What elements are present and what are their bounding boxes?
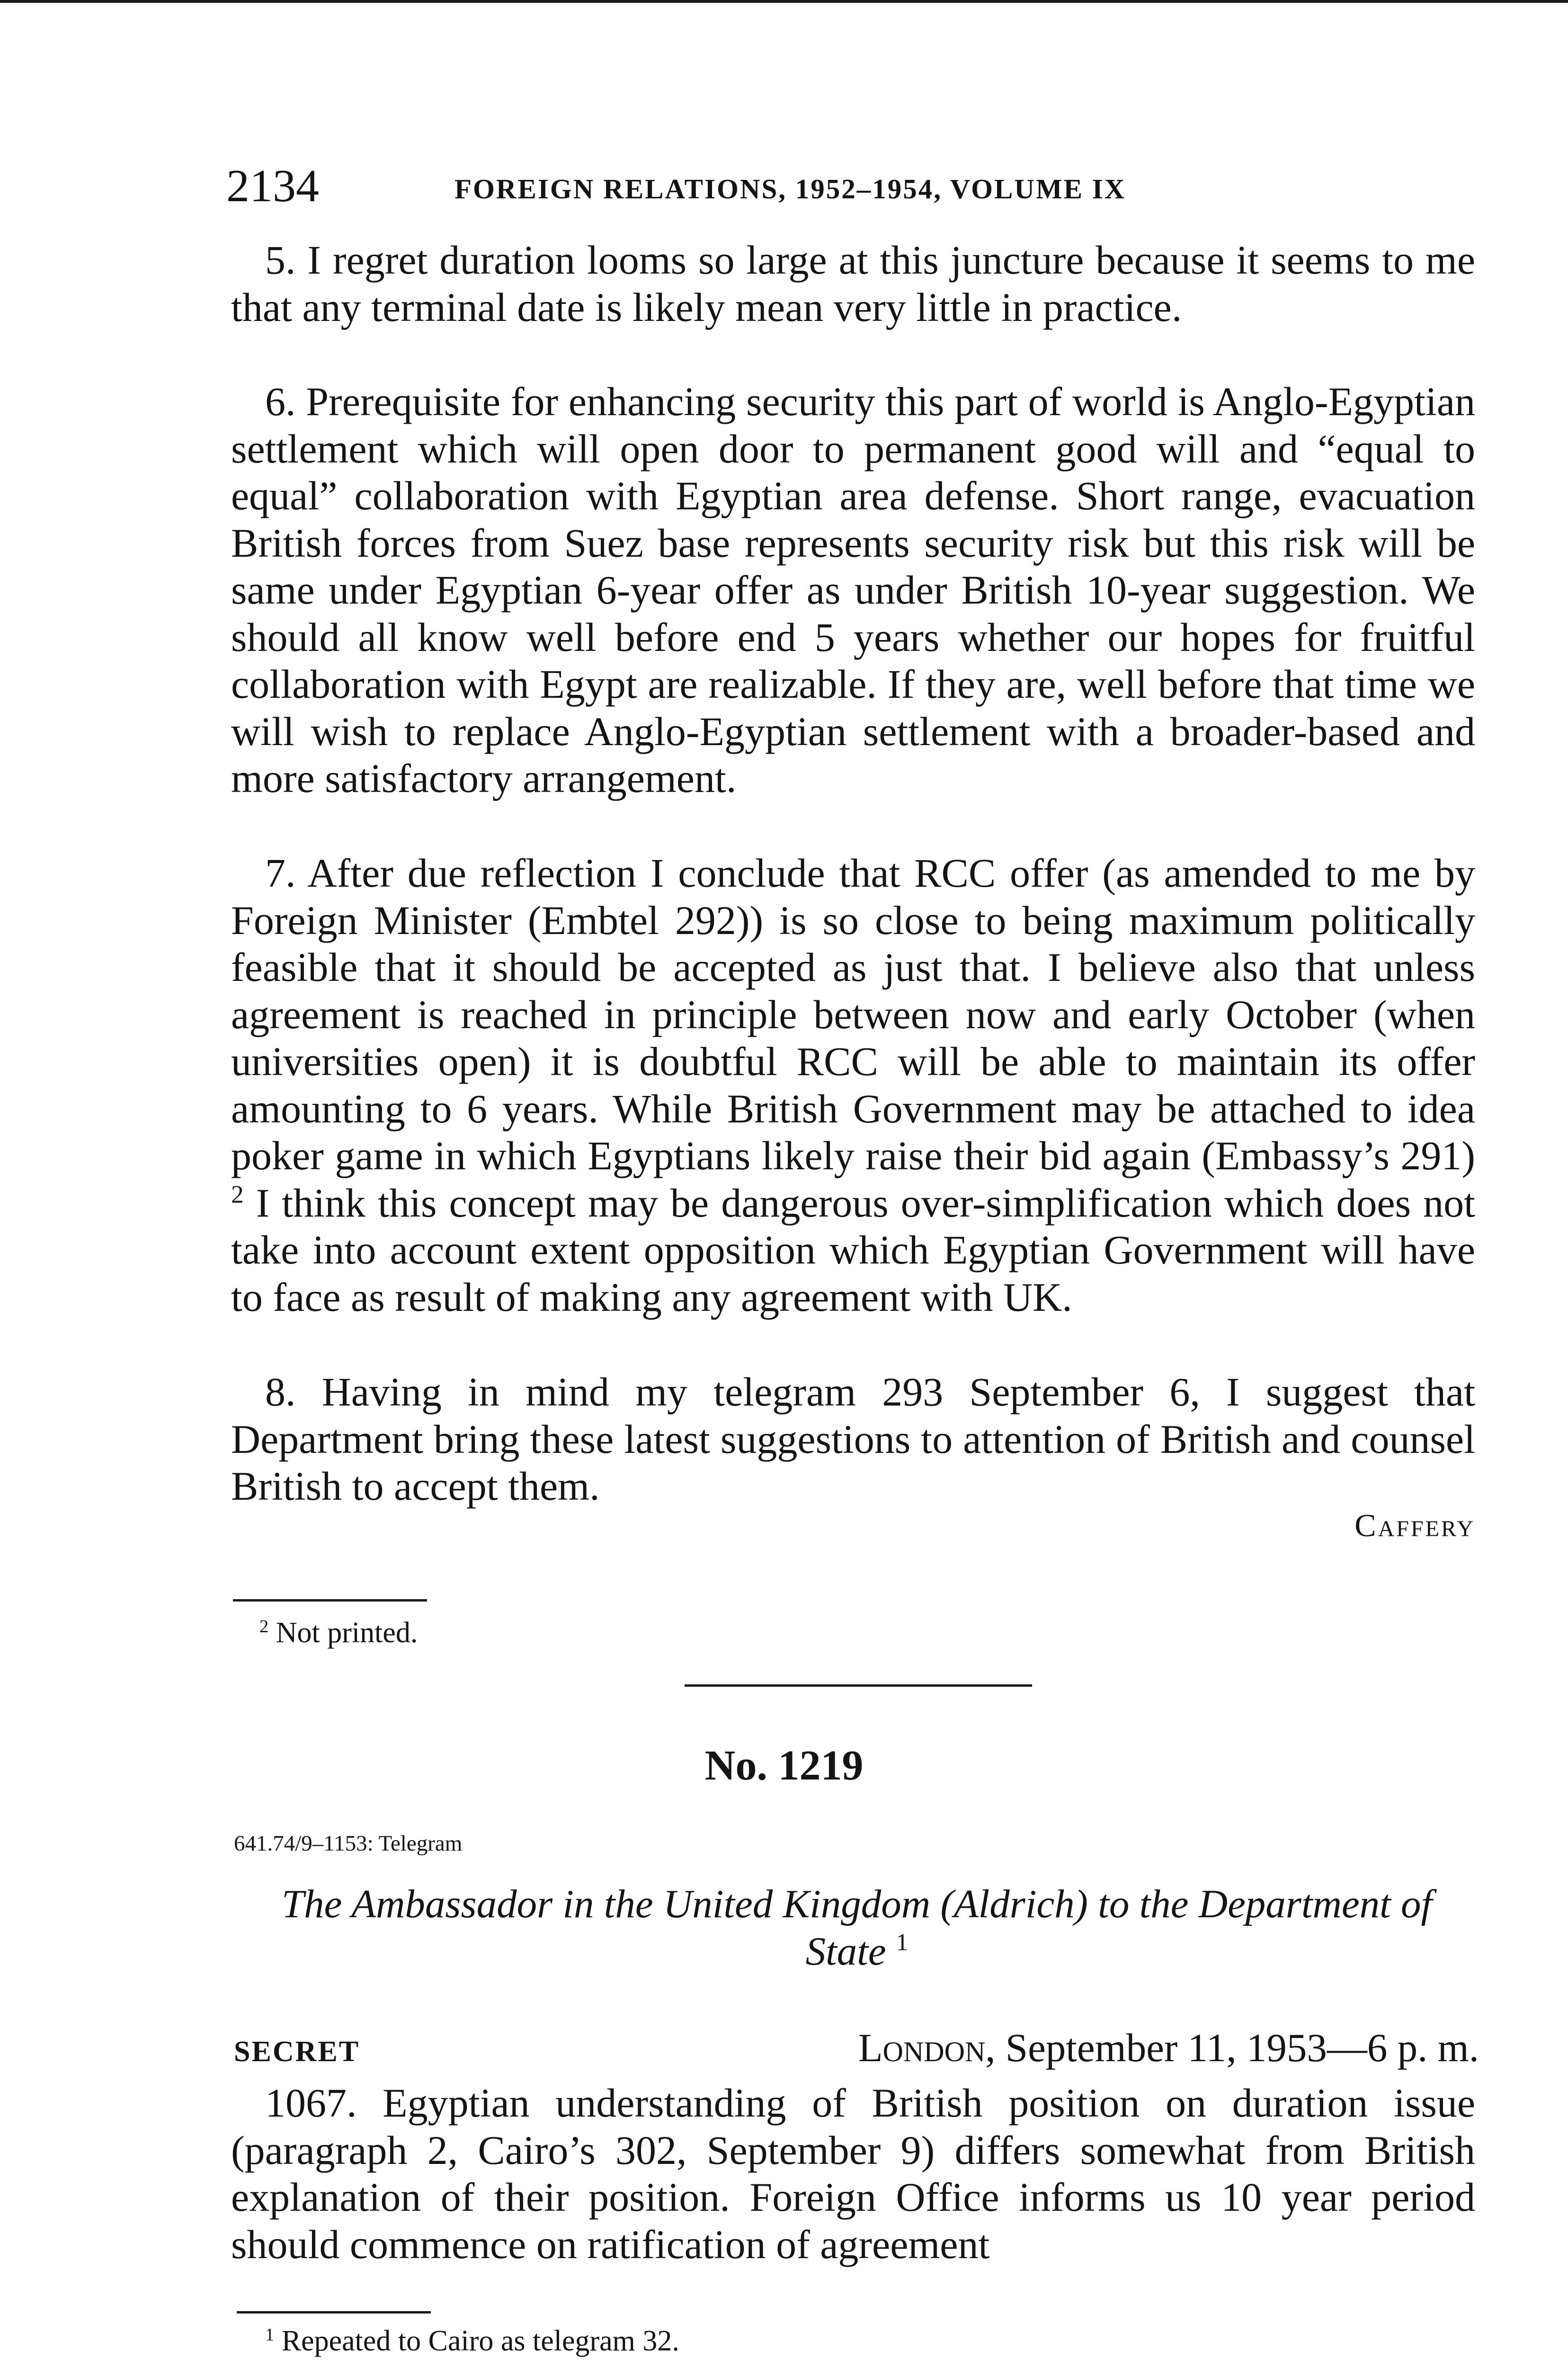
footnote-1 <box>265 2323 679 2358</box>
footnote-2-marker: 2 <box>259 1616 269 1637</box>
footnote-2-text: Not printed. <box>268 1617 418 1649</box>
dateline-place: London <box>858 2026 986 2070</box>
document-number: No. 1219 <box>704 1742 864 1789</box>
document-title <box>265 1880 1449 1975</box>
section-divider <box>685 1684 1032 1687</box>
paragraph-5: 5. I regret duration looms so large at this juncture because it seems to me that any terminal date is likely mean very little in practice. <box>231 237 1475 330</box>
paragraph-6: 6. Prerequisite for enhancing security this part of world is Anglo-Egyptian settlement which will open door to permanent good will and “equal to equal” collaboration with Egyptian area defense. Short range, evacuation British forces from Suez base represents security risk but this risk will be same under Egyptian 6-year offer as under British 10-year suggestion. We should all know well before end 5 years whether our hopes for fruitful collaboration with Egypt are realizable. If they are, well before that time we will wish to replace Anglo-Egyptian settlement with a broader-based and more satisfactory arrangement. <box>231 379 1475 801</box>
document-title-text: The Ambassador in the United Kingdom (Aldrich) to the Department of State <box>281 1882 1433 1974</box>
telegram-paragraph-1067: 1067. Egyptian understanding of British position on duration issue (paragraph 2, Cairo’s 302, September 9) differs somewhat from British explanation of their position. Foreign Office informs us 10 year period should commence on ratification of agreement <box>231 2080 1475 2267</box>
top-edge-rule <box>0 0 1568 3</box>
paragraph-8: 8. Having in mind my telegram 293 September 6, I suggest that Department bring these latest suggestions to attention of British and counsel British to accept them. <box>231 1369 1475 1509</box>
footnote-1-marker: 1 <box>265 2324 275 2345</box>
footnote-2 <box>259 1615 418 1650</box>
title-footnote-marker: 1 <box>896 1929 909 1956</box>
running-head: FOREIGN RELATIONS, 1952–1954, VOLUME IX <box>454 173 1126 205</box>
classification: SECRET <box>234 2036 360 2068</box>
dateline <box>858 2025 1479 2071</box>
paragraph-7 <box>231 850 1475 1321</box>
file-reference: 641.74/9–1153: Telegram <box>234 1831 463 1856</box>
dateline-date: , September 11, 1953—6 p. m. <box>985 2026 1479 2070</box>
paragraph-7-text: 7. After due reflection I conclude that RCC offer (as amended to me by Foreign Minister (Embtel 292)) is so close to being maximum politically feasible that it should be accepted as just that. I believe also that unless agreement is reached in principle between now and early October (when universities open) it is doubtful RCC will be able to maintain its offer amounting to 6 years. While British Government may be attached to idea poker game in which Egyptians likely raise their bid again (Embassy’s 291) <box>231 850 1475 1178</box>
footnote-rule <box>233 1599 427 1602</box>
footnote-rule-2 <box>237 2311 431 2314</box>
paragraph-7-text-continued: I think this concept may be dangerous over-simplification which does not take into account extent opposition which Egyptian Government will have to face as result of making any agreement with UK. <box>231 1180 1475 1320</box>
page-number: 2134 <box>226 160 319 212</box>
footnote-1-text: Repeated to Cairo as telegram 32. <box>274 2325 679 2357</box>
footnote-marker-2: 2 <box>231 1180 244 1209</box>
signature: Caffery <box>1354 1507 1475 1543</box>
